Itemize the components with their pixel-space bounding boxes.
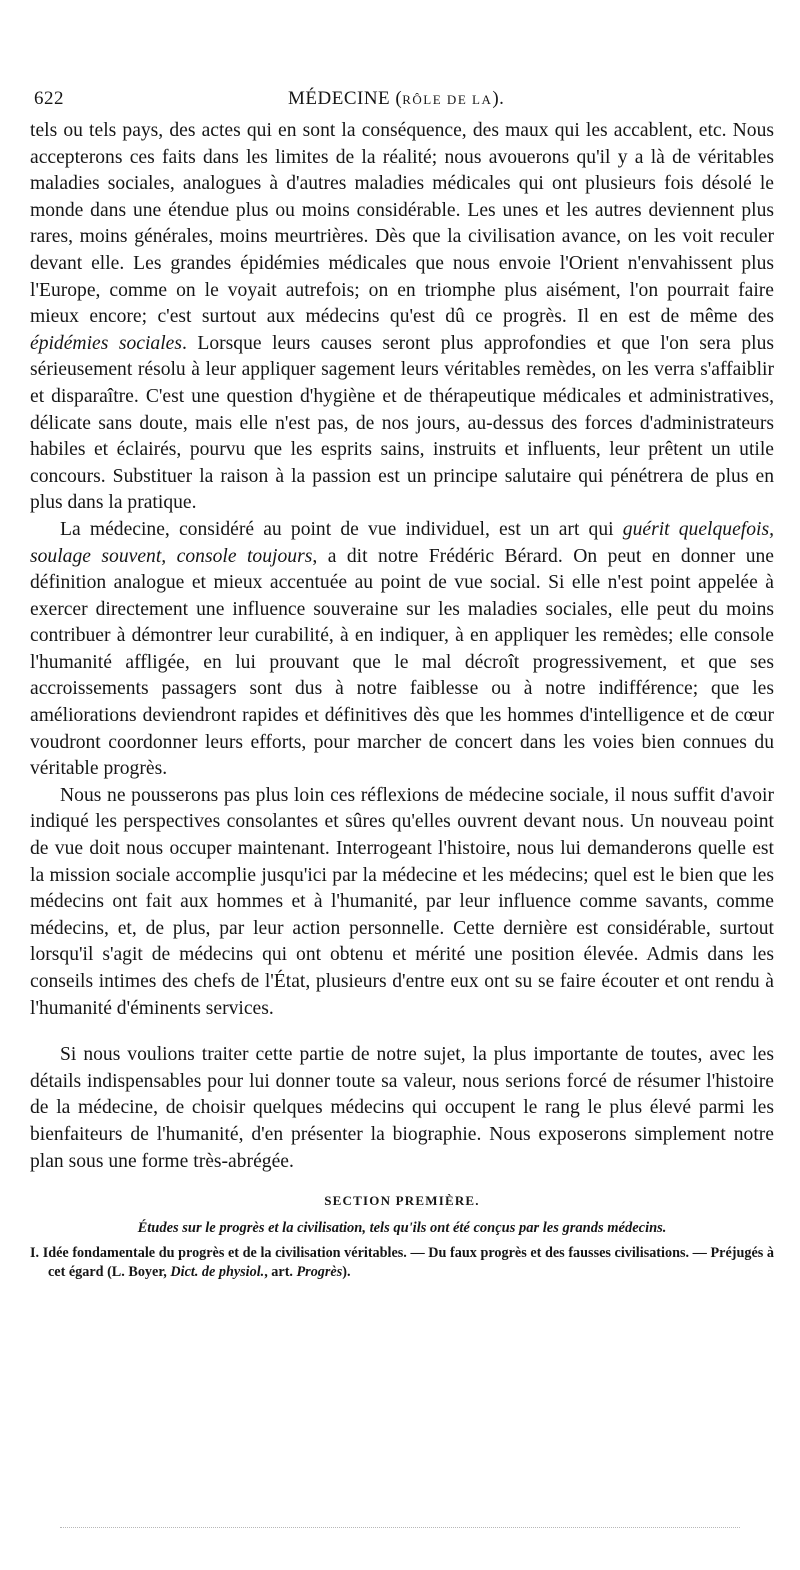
paragraph-2-text-a: La médecine, considéré au point de vue individuel, est un art qui xyxy=(60,518,623,540)
paragraph-2 xyxy=(30,517,774,783)
section-heading: SECTION PREMIÈRE. xyxy=(324,1193,480,1209)
paragraph-1-text-a: tels ou tels pays, des actes qui en sont la conséquence, des maux qui les accablent, etc. Nous accepterons ces faits dans les limites de la réalité; nous avouerons qu'il y a là de véritables maladies sociales, analogues à d'autres maladies médicales qui ont plusieurs fois désolé le monde dans une étendue plus ou moins considérable. Les unes et les autres deviennent plus rares, moins générales, moins meurtrières. Dès que la civilisation avance, on les voit reculer devant elle. Les grandes épidémies médicales que nous envoie l'Orient n'envahissent plus l'Europe, comme on le voyait autrefois; on en triomphe plus aisément, l'on pourrait faire mieux encore; c'est surtout aux médecins qu'est dû ce progrès. Il en est de même des xyxy=(30,120,774,328)
running-title xyxy=(288,88,504,110)
scan-specks xyxy=(60,1527,740,1530)
paragraph-2-text-b: , a dit notre Frédéric Bérard. On peut en donner une définition analogue et mieux accentuée au point de vue social. Si elle n'est point appelée à exercer directement une influence souveraine sur les maladies sociales, elle peut du moins contribuer à démontrer leur curabilité, à en indiquer, à en appliquer les remèdes; elle console l'humanité affligée, en lui prouvant que le mal décroît progressivement, et que ses accroissements passagers sont dus à notre faiblesse ou à notre indifférence; que les améliorations deviendront rapides et définitives dès que les hommes d'intelligence et de cœur voudront coordonner leurs efforts, pour marcher de concert dans les voies bien connues du véritable progrès. xyxy=(30,545,775,780)
section-subtitle: Études sur le progrès et la civilisation, tels qu'ils ont été conçus par les grands médecins. xyxy=(137,1220,667,1237)
paragraph-3: Nous ne pousserons pas plus loin ces réflexions de médecine sociale, il nous suffit d'avoir indiqué les perspectives consolantes et sûres qu'elles ouvrent devant nous. Un nouveau point de vue doit nous occuper maintenant. Interrogeant l'histoire, nous lui demanderons quelle est la mission sociale accomplie jusqu'ici par la médecine et les médecins; quel est le bien que les médecins ont fait aux hommes et à l'humanité, par leur influence comme savants, comme médecins, et, de plus, par leur action personnelle. Cette dernière est considérable, surtout lorsqu'il s'agit de médecins qui ont obtenu et mérité une position élevée. Admis dans les conseils intimes des chefs de l'État, plusieurs d'entre eux ont su se faire écouter et ont rendu à l'humanité d'éminents services. xyxy=(30,784,774,1019)
paragraph-2-quotation: guérit quelquefois, soulage souvent, console toujours xyxy=(30,518,774,567)
contents-citation-title: Dict. de physiol. xyxy=(170,1264,265,1281)
running-title-smallcaps: RÔLE DE LA xyxy=(402,92,493,107)
contents-text-a: I. Idée fondamentale du progrès et de la civilisation véritables. — Du faux progrès et des fausses civilisations. — Préjugés à cet égard (L. Boyer, xyxy=(30,1245,774,1281)
contents-text-c: ). xyxy=(342,1264,351,1281)
paragraph-1-emphasis: épidémies sociales xyxy=(30,332,182,354)
paragraph-4: Si nous voulions traiter cette partie de notre sujet, la plus importante de toutes, avec les détails indispensables pour lui donner toute sa valeur, nous serions forcé de résumer l'histoire de la médecine, de choisir quelques médecins qui occupent le rang le plus élevé parmi les bienfaiteurs de l'humanité, d'en présenter la biographie. Nous exposerons simplement notre plan sous une forme très-abrégée. xyxy=(30,1044,774,1172)
section-contents-item xyxy=(30,1244,774,1282)
running-title-main: MÉDECINE ( xyxy=(288,88,403,109)
running-head xyxy=(30,88,774,118)
contents-text-b: , art. xyxy=(264,1264,297,1281)
contents-citation-article: Progrès xyxy=(296,1264,343,1281)
paragraph-1-text-b: . Lorsque leurs causes seront plus approfondies et que l'on sera plus sérieusement résolu à leur appliquer sagement leurs véritables remèdes, on les verra s'affaiblir et disparaître. C'est une question d'hygiène et de thérapeutique médicales et administratives, délicate sans doute, mais elle n'est pas, de nos jours, au-dessus des forces d'administrateurs habiles et éclairés, pourvu que les esprits sains, instruits et influents, leur prêtent un utile concours. Substituer la raison à la passion est un principe salutaire qui pénétrera de plus en plus dans la pratique. xyxy=(30,332,774,514)
paragraph-1 xyxy=(30,118,774,517)
running-title-end: ). xyxy=(492,88,505,109)
page-number: 622 xyxy=(34,88,64,109)
book-page xyxy=(30,88,774,1282)
